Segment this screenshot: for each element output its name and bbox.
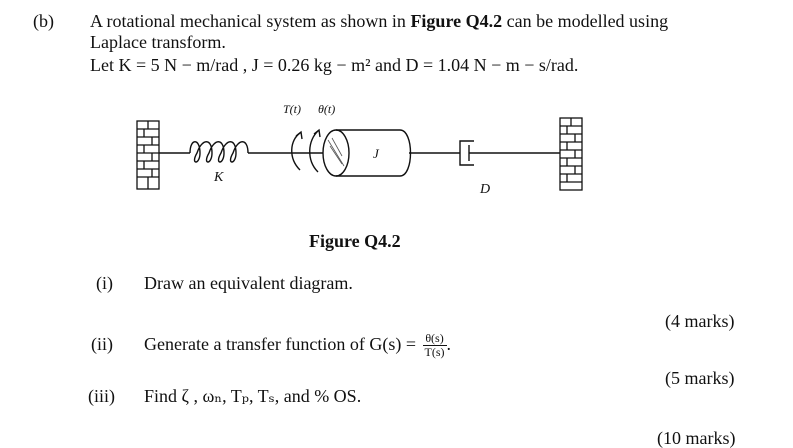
right-wall-icon bbox=[560, 118, 582, 190]
fraction-numerator: θ(s) bbox=[423, 332, 447, 346]
question-ii-marks: (5 marks) bbox=[665, 368, 735, 388]
figure-caption: Figure Q4.2 bbox=[309, 231, 401, 251]
transfer-function-fraction bbox=[423, 332, 447, 359]
inertia-label: J bbox=[373, 146, 379, 161]
theta-label: θ(t) bbox=[318, 102, 336, 116]
question-ii-label: (ii) bbox=[91, 334, 113, 354]
damper-label: D bbox=[480, 182, 491, 197]
question-i-marks: (4 marks) bbox=[665, 311, 735, 331]
question-i-label: (i) bbox=[96, 273, 113, 293]
question-iii-marks: (10 marks) bbox=[657, 428, 736, 448]
spring-label: K bbox=[214, 170, 224, 185]
intro-line-1-post: can be modelled using bbox=[502, 11, 669, 31]
part-label: (b) bbox=[33, 11, 54, 31]
damper-icon bbox=[460, 141, 560, 165]
question-ii-suffix: . bbox=[446, 334, 452, 354]
spring-icon bbox=[159, 142, 300, 162]
intro-line-2: Laplace transform. bbox=[90, 32, 226, 52]
torque-label: T(t) bbox=[283, 102, 301, 116]
question-i-text: Draw an equivalent diagram. bbox=[144, 273, 353, 293]
left-wall-icon bbox=[137, 121, 159, 189]
question-iii-text: Find ζ , ωₙ, Tₚ, Tₛ, and % OS. bbox=[144, 386, 362, 406]
rotation-marks-icon bbox=[328, 138, 344, 166]
intro-line-1-pre: A rotational mechanical system as shown in bbox=[90, 11, 411, 31]
intro-line-3: Let K = 5 N − m/rad , J = 0.26 kg − m² and D = 1.04 N − m − s/rad. bbox=[90, 55, 579, 75]
fraction-denominator: T(s) bbox=[424, 345, 445, 360]
question-iii-label: (iii) bbox=[88, 386, 115, 406]
question-ii-text-main: Generate a transfer function of G(s) = bbox=[144, 334, 417, 354]
torque-arrow-icon bbox=[292, 130, 320, 172]
figure-reference: Figure Q4.2 bbox=[410, 11, 503, 31]
inertia-cylinder-icon bbox=[300, 130, 411, 176]
question-ii-text bbox=[144, 330, 451, 359]
